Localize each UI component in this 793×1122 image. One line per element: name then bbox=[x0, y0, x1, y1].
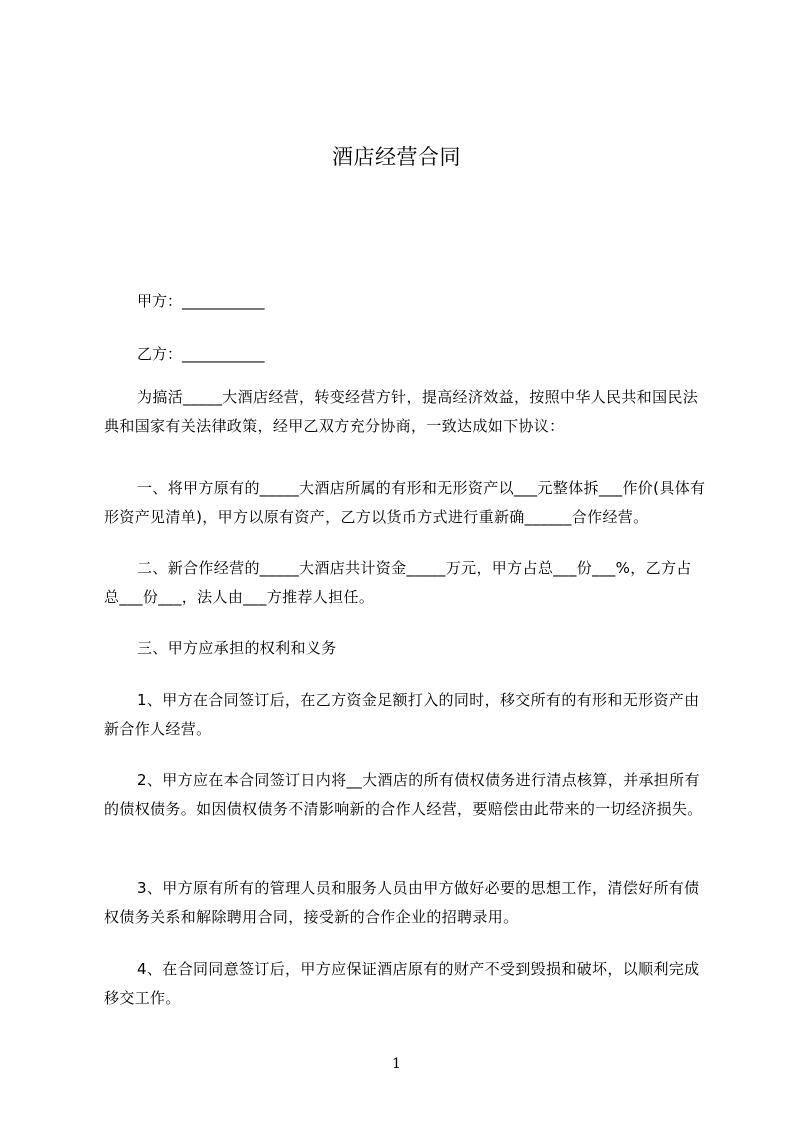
item-1-paragraph: 1、甲方在合同签订后，在乙方资金足额打入的同时，移交所有的有形和无形资产由新合作人经营。 bbox=[104, 691, 700, 738]
item-4-paragraph: 4、在合同同意签订后，甲方应保证酒店原有的财产不受到毁损和破坏，以顺利完成移交工作。 bbox=[104, 960, 700, 1007]
party-a-line: 甲方：___________ bbox=[137, 292, 265, 310]
item-3-paragraph: 3、甲方原有所有的管理人员和服务人员由甲方做好必要的思想工作，清偿好所有债权债务关系和解除聘用合同，接受新的合作企业的招聘录用。 bbox=[104, 879, 700, 926]
clause-1-paragraph: 一、将甲方原有的_____大酒店所属的有形和无形资产以___元整体拆___作价(具体有形资产见清单)，甲方以原有资产，乙方以货币方式进行重新确______合作经营。 bbox=[104, 479, 706, 526]
party-b-line: 乙方：___________ bbox=[137, 345, 265, 363]
item-2-paragraph: 2、甲方应在本合同签订日内将__大酒店的所有债权债务进行清点核算，并承担所有的债权债务。如因债权债务不清影响新的合作人经营，要赔偿由此带来的一切经济损失。 bbox=[104, 771, 703, 818]
document-title: 酒店经营合同 bbox=[332, 145, 461, 169]
section-3-heading: 三、甲方应承担的权利和义务 bbox=[137, 639, 337, 657]
preamble-paragraph: 为搞活_____大酒店经营，转变经营方针，提高经济效益，按照中华人民共和国民法典和国家有关法律政策，经甲乙双方充分协商，一致达成如下协议： bbox=[104, 388, 699, 435]
clause-2-paragraph: 二、新合作经营的_____大酒店共计资金_____万元，甲方占总___份___%，乙方占总___份___，法人由___方推荐人担任。 bbox=[104, 559, 692, 606]
page-number: 1 bbox=[392, 1056, 401, 1072]
